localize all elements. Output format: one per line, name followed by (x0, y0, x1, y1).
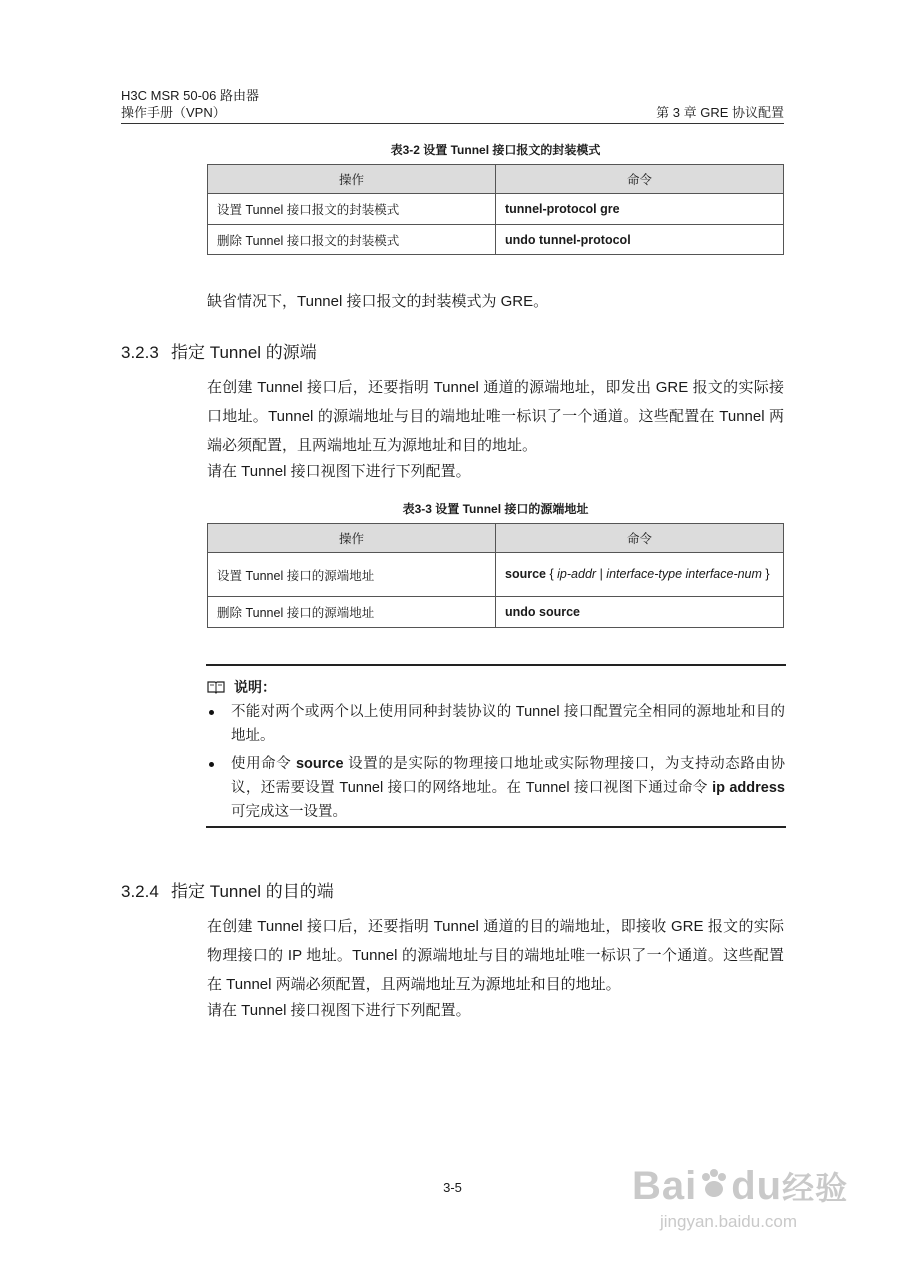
table1-header-cmd: 命令 (496, 165, 784, 194)
table1-header-op: 操作 (208, 165, 496, 194)
table2-row1-op: 设置 Tunnel 接口的源端地址 (208, 553, 496, 597)
arg-ip-addr: ip-addr (557, 567, 597, 581)
command-keyword: source (505, 567, 546, 581)
baidu-watermark (632, 1142, 852, 1252)
arg-interface: interface-type interface-num (606, 567, 762, 581)
list-item (207, 752, 785, 824)
table1-row1-op: 设置 Tunnel 接口报文的封装模式 (208, 194, 496, 225)
table2-caption: 表3-3 设置 Tunnel 接口的源端地址 (402, 502, 589, 516)
bullet-icon (209, 762, 214, 767)
header-manual: 操作手册（VPN） (121, 105, 226, 120)
section2-instruction: 请在 Tunnel 接口视图下进行下列配置。 (207, 1002, 471, 1019)
header-product: H3C MSR 50-06 路由器 (121, 88, 259, 103)
book-icon (207, 680, 225, 694)
table1-row2-op: 删除 Tunnel 接口报文的封装模式 (208, 225, 496, 255)
watermark-brand-2: du (731, 1164, 783, 1208)
note-item-2-mid: 设置的是实际的物理接口地址或实际物理接口，为支持动态路由协议，还需要设置 Tunnel 接口的网络地址。在 Tunnel 接口视图下通过命令 (231, 756, 786, 796)
table-row (208, 553, 784, 597)
section-number: 3.2.4 (121, 882, 159, 901)
brace-close: } (765, 567, 770, 581)
table2-row1-cmd (496, 553, 784, 597)
table-row (208, 597, 784, 628)
note-item-2-keyword-ip-address: ip address (712, 780, 785, 796)
table-row (208, 194, 784, 225)
brace-open: { (549, 567, 554, 581)
section1-paragraph: 在创建 Tunnel 接口后，还要指明 Tunnel 通道的源端地址，即发出 GRE 报文的实际接口地址。Tunnel 的源端地址与目的端地址唯一标识了一个通道。这些配置在 Tunnel 两端必须配置，且两端地址互为源地址和目的地址。 (207, 379, 784, 454)
note-item-1-text: 不能对两个或两个以上使用同种封装协议的 Tunnel 接口配置完全相同的源地址和目的地址。 (231, 704, 785, 744)
table2 (207, 523, 784, 628)
note-title (207, 677, 276, 697)
watermark-url: jingyan.baidu.com (660, 1212, 798, 1231)
note-item-2-keyword-source: source (295, 756, 344, 772)
default-note: 缺省情况下，Tunnel 接口报文的封装模式为 GRE。 (207, 293, 549, 310)
watermark-brand: Bai (632, 1164, 698, 1208)
bullet-icon (209, 710, 214, 715)
section-title: 指定 Tunnel 的源端 (171, 343, 317, 362)
table-row (208, 225, 784, 255)
section-heading-3-2-3 (121, 338, 317, 363)
note-top-rule (206, 664, 786, 666)
watermark-brand-cn: 经验 (782, 1170, 849, 1206)
header-rule (121, 123, 784, 124)
header-chapter: 第 3 章 GRE 协议配置 (656, 105, 784, 120)
table1-row2-cmd: undo tunnel-protocol (496, 225, 784, 255)
table1-row1-cmd: tunnel-protocol gre (496, 194, 784, 225)
section2-paragraph: 在创建 Tunnel 接口后，还要指明 Tunnel 通道的目的端地址，即接收 GRE 报文的实际物理接口的 IP 地址。Tunnel 的源端地址与目的端地址唯一标识了一个通道。这些配置在 Tunnel 两端必须配置，且两端地址互为源地址和目的地址。 (207, 918, 784, 993)
table2-header-cmd: 命令 (496, 524, 784, 553)
note-item-2-post: 可完成这一设置。 (231, 804, 347, 820)
note-item-2-pre: 使用命令 (231, 756, 292, 772)
separator: | (599, 567, 603, 581)
table2-row2-op: 删除 Tunnel 接口的源端地址 (208, 597, 496, 628)
list-item (207, 700, 785, 748)
table2-row2-cmd: undo source (496, 597, 784, 628)
section-number: 3.2.3 (121, 343, 159, 362)
table2-header-op: 操作 (208, 524, 496, 553)
table1-caption: 表3-2 设置 Tunnel 接口报文的封装模式 (390, 143, 601, 157)
table1 (207, 164, 784, 255)
section-title: 指定 Tunnel 的目的端 (171, 882, 334, 901)
note-bottom-rule (206, 826, 786, 828)
paw-icon (697, 1167, 731, 1201)
note-title-text: 说明： (234, 679, 276, 695)
page-number: 3-5 (443, 1180, 462, 1195)
section-heading-3-2-4 (121, 877, 334, 902)
section1-instruction: 请在 Tunnel 接口视图下进行下列配置。 (207, 463, 471, 480)
note-list (207, 700, 785, 828)
